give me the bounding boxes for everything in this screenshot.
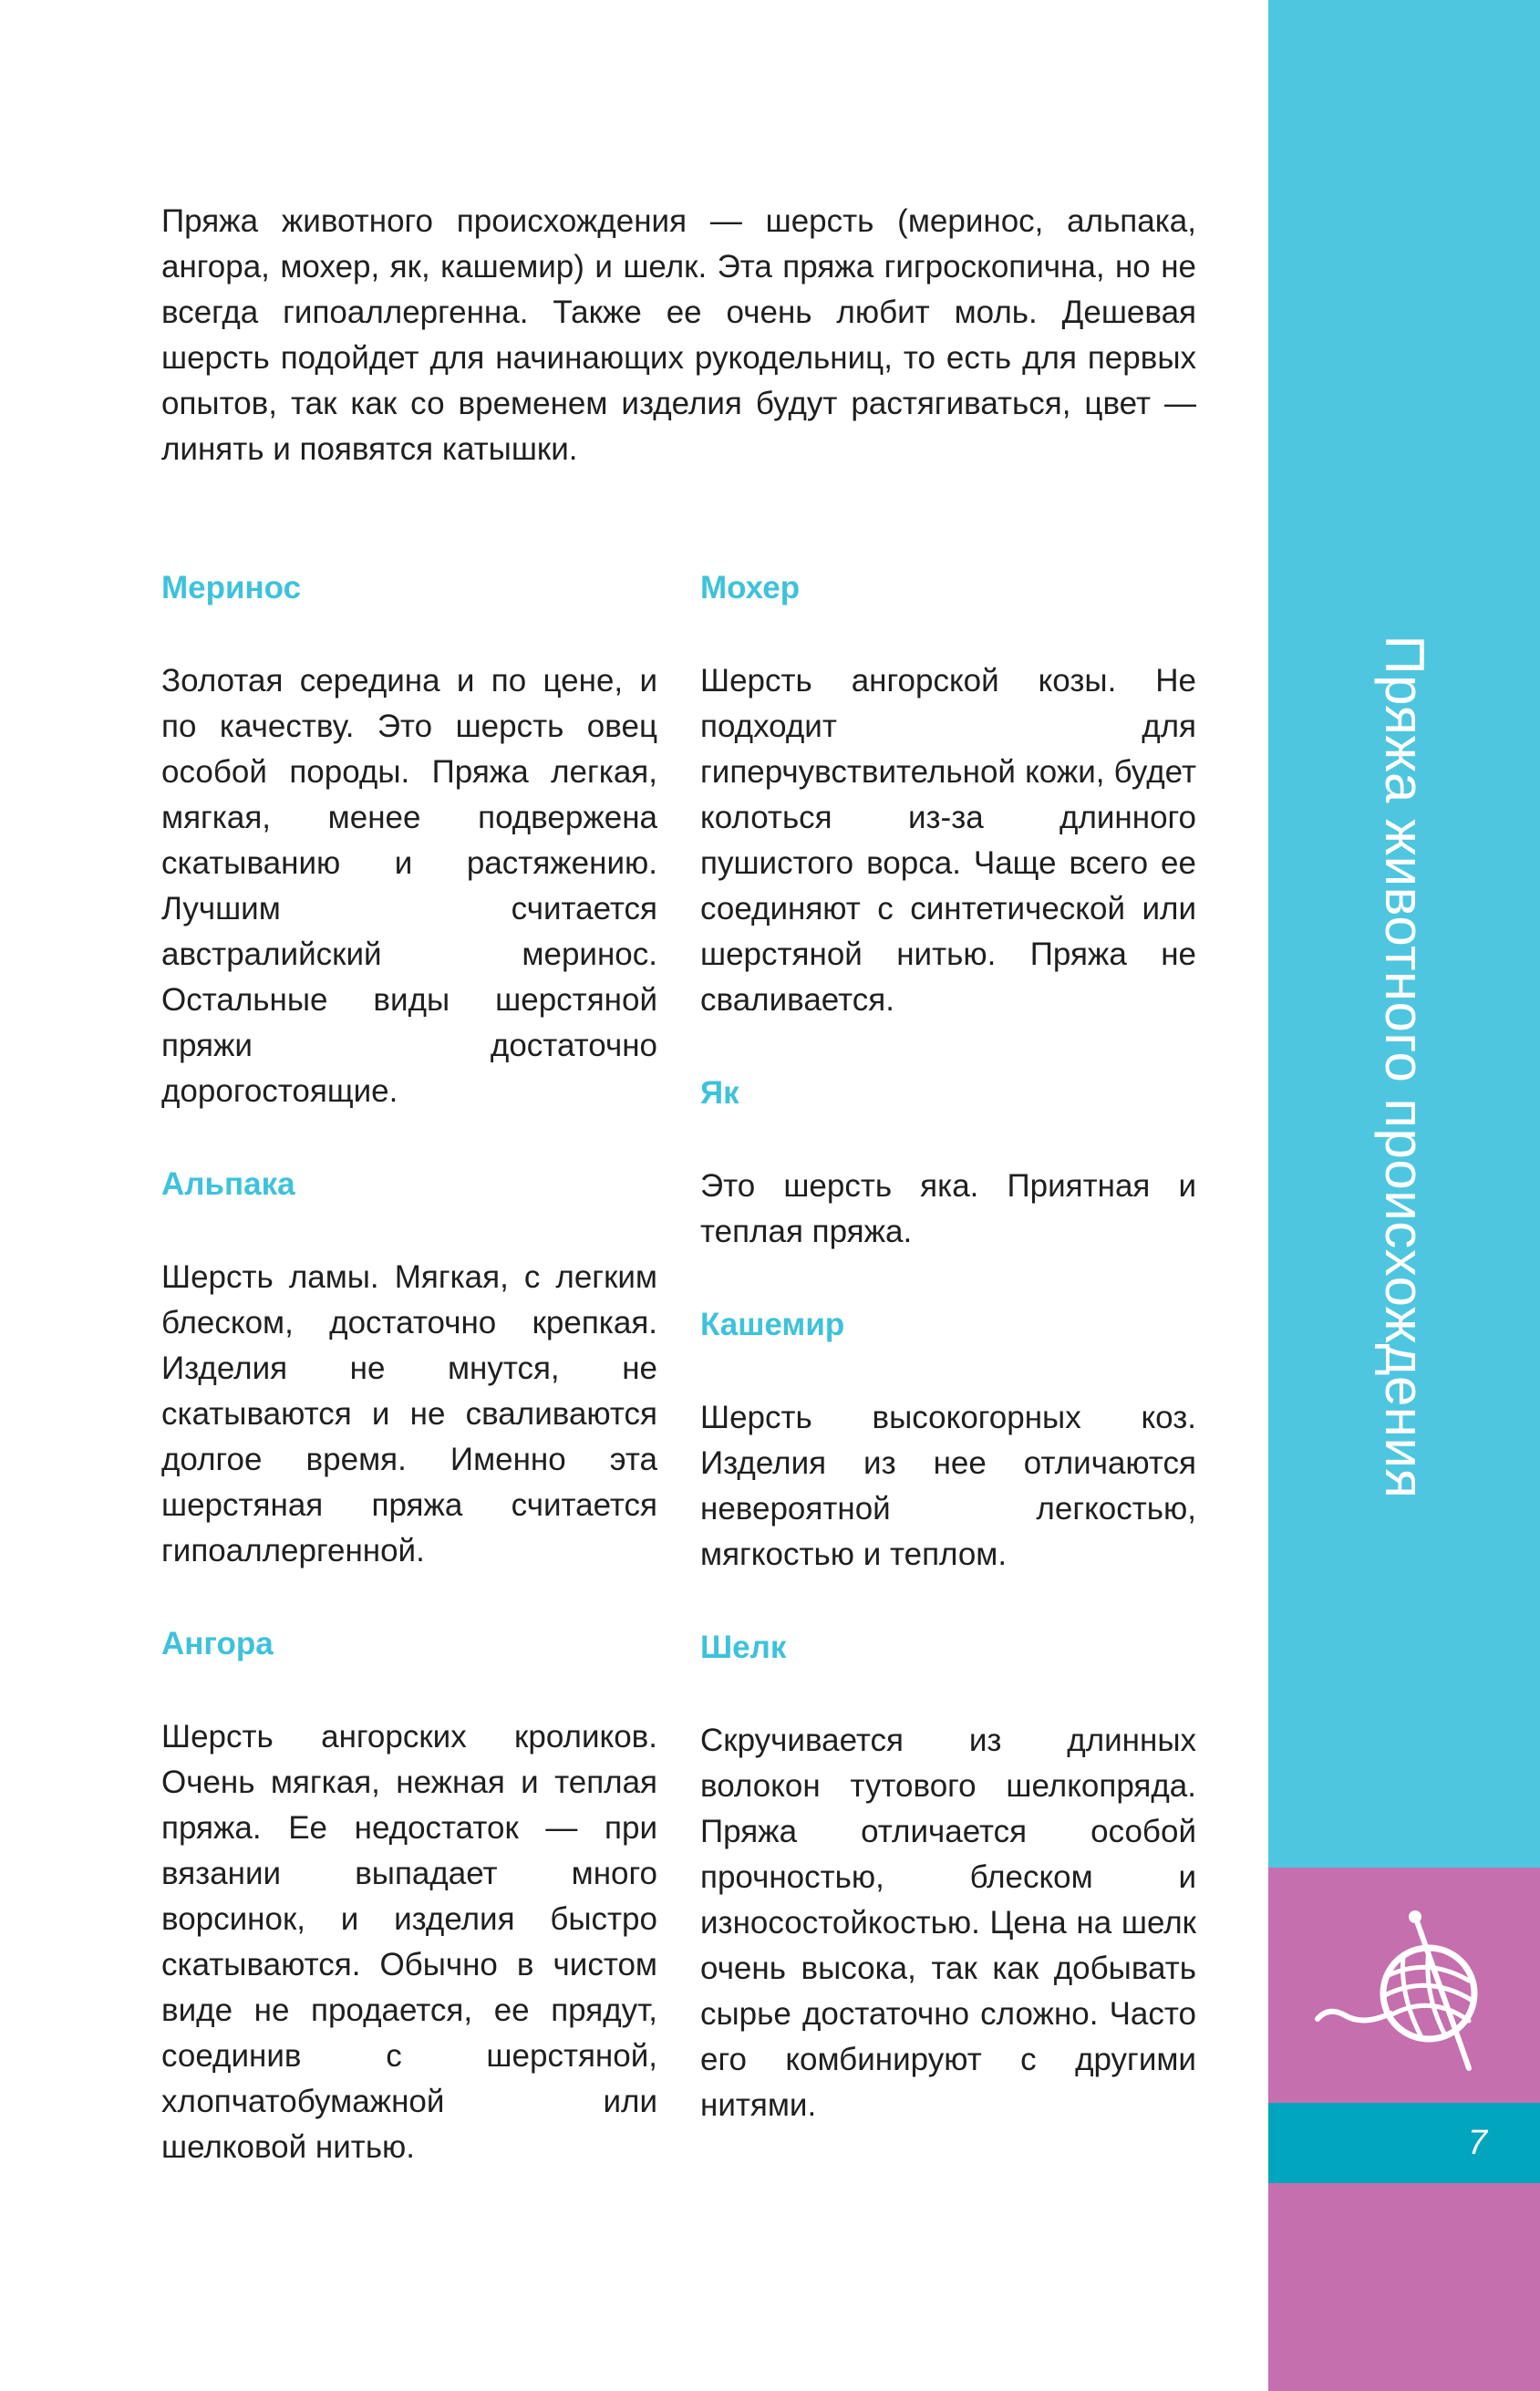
section-heading: Мохер [700,570,801,606]
section-heading: Кашемир [700,1307,845,1342]
section-alpaca [161,1162,657,1574]
chapter-title: Пряжа животного происхождения [1374,635,1435,1499]
section-cashmere [700,1302,1196,1578]
section-heading: Альпака [161,1166,295,1202]
section-text: Шерсть ангорской козы. Не подходит для гиперчувствительной кожи, будет колоться из-за длинного пушистого ворса. Чаще всего ее соединяют с синтетической или шерстяной нитью. Пряжа не сваливается. [700,663,1196,1018]
section-text: Скручивается из длинных волокон тутового шелкопряда. Пряжа отличается особой прочностью, блеском и износостойкостью. Цена на шелк очень высока, так как добывать сырье достаточно сложно. Часто его комбинируют с другими нитями. [700,1723,1196,2123]
section-merino [161,565,657,1114]
section-text: Шерсть ламы. Мягкая, с легким блеском, достаточно крепкая. Изделия не мнутся, не скатываются и не сваливаются долгое время. Именно эта шерстяная пряжа считается гипоаллергенной. [161,1259,657,1568]
section-mohair [700,565,1196,1023]
section-text: Это шерсть яка. Приятная и теплая пряжа. [700,1168,1196,1249]
section-heading: Шелк [700,1630,787,1665]
left-column [161,565,657,2218]
page-number: 7 [1467,2124,1487,2162]
yarn-ball-icon [1308,1906,1491,2079]
right-column [700,565,1196,2176]
section-angora [161,1621,657,2170]
section-heading: Меринос [161,570,302,606]
chapter-sidebar [1268,0,1540,2391]
section-text: Шерсть ангорских кроликов. Очень мягкая, нежная и теплая пряжа. Ее недостаток — при вязании выпадает много ворсинок, и изделия быстро скатываются. Обычно в чистом виде не продается, ее прядут, соединив с шерстяной, хлопчатобумажной или шелковой нитью. [161,1719,657,2165]
section-heading: Як [700,1075,739,1111]
section-heading: Ангора [161,1626,274,1661]
sidebar-bottom-band [1268,2183,1540,2391]
section-silk [700,1625,1196,2128]
intro-paragraph: Пряжа животного происхождения — шерсть (меринос, альпака, ангора, мохер, як, кашемир) и шелк. Эта пряжа гигроскопична, но не всегда гипоаллергенна. Также ее очень любит моль. Дешевая шерсть подойдет для начинающих рукодельниц, то есть для первых опытов, так как со временем изделия будут растягиваться, цвет — линять и появятся катышки. [161,203,1196,467]
section-yak [700,1071,1196,1255]
section-text: Золотая середина и по цене, и по качеству. Это шерсть овец особой породы. Пряжа легкая, мягкая, менее подвержена скатыванию и растяжению. Лучшим считается австралийский меринос. Остальные виды шерстяной пряжи достаточно дорогостоящие. [161,663,657,1109]
section-text: Шерсть высокогорных коз. Изделия из нее отличаются невероятной легкостью, мягкостью и теплом. [700,1400,1196,1572]
